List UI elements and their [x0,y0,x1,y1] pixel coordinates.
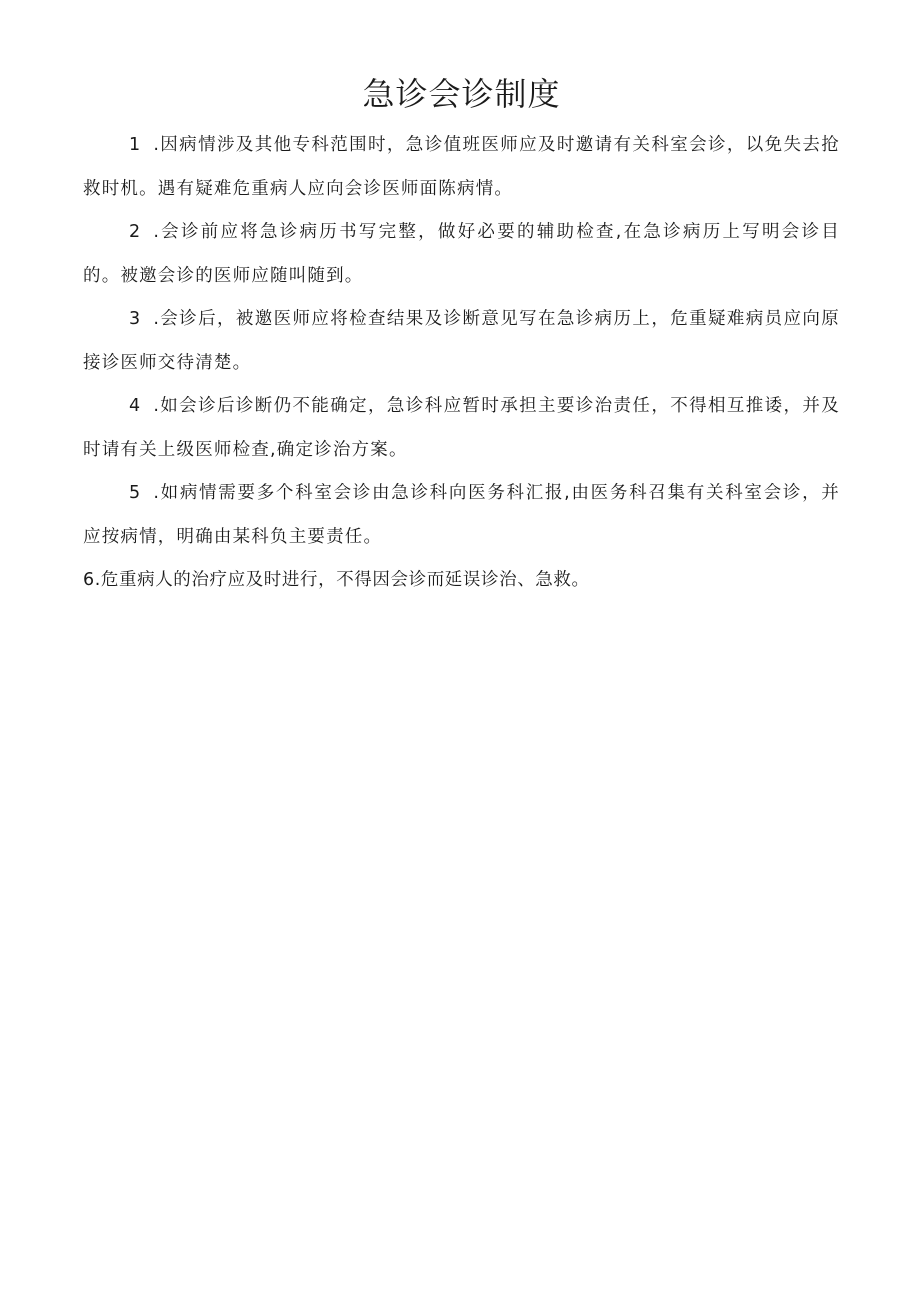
document-title: 急诊会诊制度 [362,75,561,113]
clause-text: .会诊后，被邀医师应将检查结果及诊断意见写在急诊病历上，危重疑难病员应向原接诊医师交待清楚。 [83,309,840,373]
clause-4 [83,385,840,472]
clause-list [83,124,840,603]
clause-number: 5 [129,483,142,503]
clause-number: 1 [129,135,142,155]
clause-text: .如会诊后诊断仍不能确定，急诊科应暂时承担主要诊治责任，不得相互推诿，并及时请有关上级医师检查,确定诊治方案。 [83,396,840,460]
clause-text: .因病情涉及其他专科范围时，急诊值班医师应及时邀请有关科室会诊，以免失去抢救时机。遇有疑难危重病人应向会诊医师面陈病情。 [83,135,840,199]
clause-text: .如病情需要多个科室会诊由急诊科向医务科汇报,由医务科召集有关科室会诊，并应按病情，明确由某科负主要责任。 [83,483,840,547]
clause-5 [83,472,840,559]
clause-2 [83,211,840,298]
clause-6 [83,559,840,603]
clause-number: 4 [129,396,142,416]
clause-text: 6.危重病人的治疗应及时进行，不得因会诊而延误诊治、急救。 [83,570,590,590]
clause-1 [83,124,840,211]
clause-number: 2 [129,222,142,242]
clause-text: .会诊前应将急诊病历书写完整，做好必要的辅助检查,在急诊病历上写明会诊目的。被邀会诊的医师应随叫随到。 [83,222,840,286]
clause-3 [83,298,840,385]
clause-number: 3 [129,309,142,329]
